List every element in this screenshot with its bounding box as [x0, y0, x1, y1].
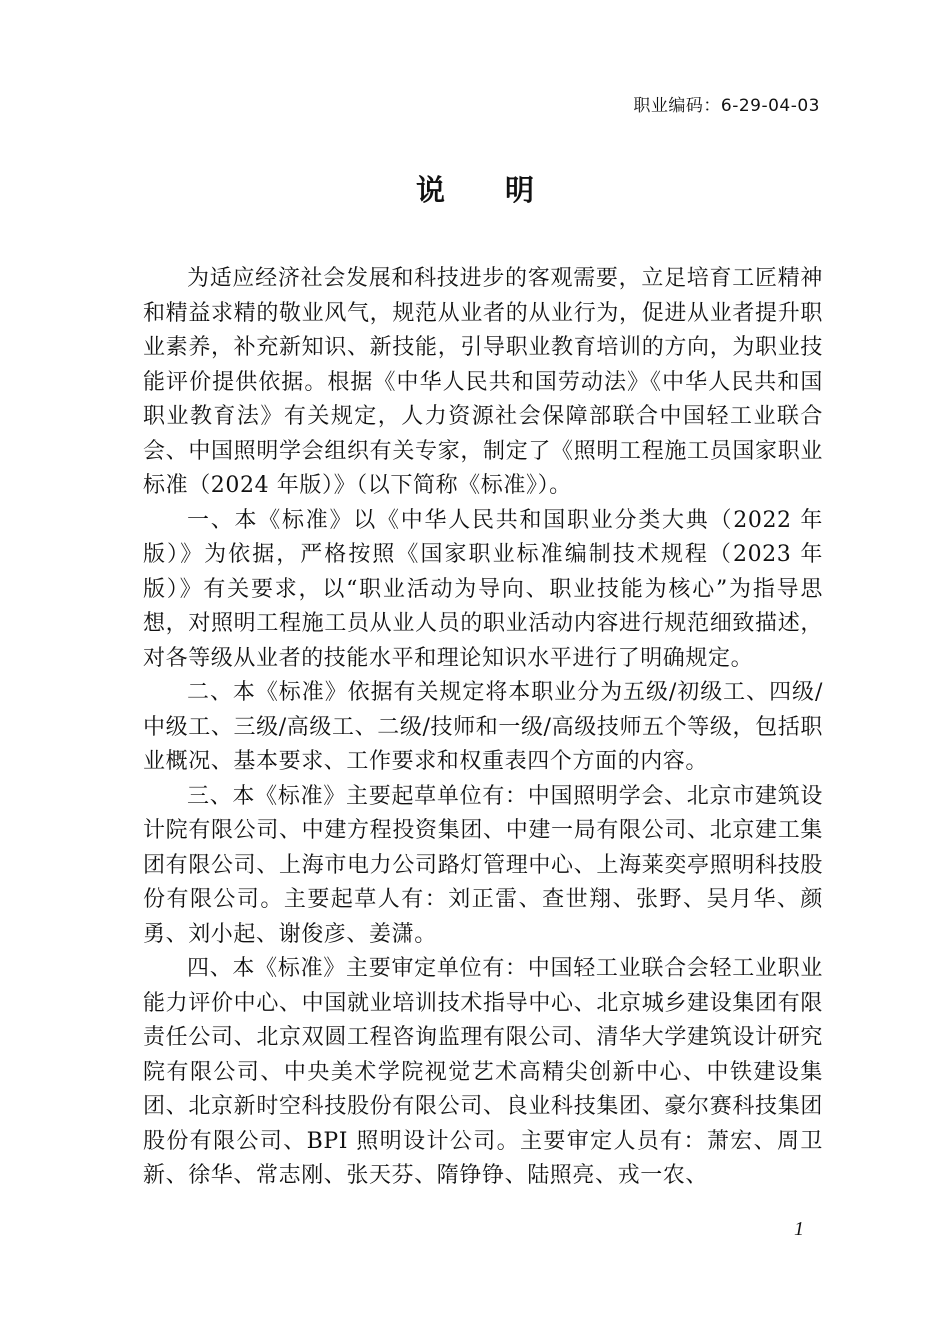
paragraph-section-2: 二、本《标准》依据有关规定将本职业分为五级/初级工、四级/中级工、三级/高级工、二级/技师和一级/高级技师五个等级，包括职业概况、基本要求、工作要求和权重表四个方面的内容。 [143, 680, 823, 774]
paragraph-section-4: 四、本《标准》主要审定单位有：中国轻工业联合会轻工业职业能力评价中心、中国就业培训技术指导中心、北京城乡建设集团有限责任公司、北京双圆工程咨询监理有限公司、清华大学建筑设计研究院有限公司、中央美术学院视觉艺术高精尖创新中心、中铁建设集团、北京新时空科技股份有限公司、良业科技集团、豪尔赛科技集团股份有限公司、BPI 照明设计公司。主要审定人员有：萧宏、周卫新、徐华、常志刚、张天芬、隋铮铮、陆照亮、戎一农、 [143, 956, 823, 1188]
page-number: 1 [794, 1218, 804, 1240]
paragraph-section-3: 三、本《标准》主要起草单位有：中国照明学会、北京市建筑设计院有限公司、中建方程投资集团、中建一局有限公司、北京建工集团有限公司、上海市电力公司路灯管理中心、上海莱奕亭照明科技股份有限公司。主要起草人有：刘正雷、查世翔、张野、吴月华、颜勇、刘小起、谢俊彦、姜潇。 [143, 783, 823, 947]
occupation-code: 职业编码：6-29-04-03 [633, 96, 820, 116]
document-body [143, 262, 823, 1194]
page-title: 说明 [415, 173, 594, 207]
paragraph-intro: 为适应经济社会发展和科技进步的客观需要，立足培育工匠精神和精益求精的敬业风气，规范从业者的从业行为，促进从业者提升职业素养，补充新知识、新技能，引导职业教育培训的方向，为职业技能评价提供依据。根据《中华人民共和国劳动法》《中华人民共和国职业教育法》有关规定，人力资源社会保障部联合中国轻工业联合会、中国照明学会组织有关专家，制定了《照明工程施工员国家职业标准（2024 年版）》（以下简称《标准》）。 [143, 266, 823, 498]
paragraph-section-1: 一、本《标准》以《中华人民共和国职业分类大典（2022 年版）》为依据，严格按照《国家职业标准编制技术规程（2023 年版）》有关要求，以“职业活动为导向、职业技能为核心”为指导思想，对照明工程施工员从业人员的职业活动内容进行规范细致描述，对各等级从业者的技能水平和理论知识水平进行了明确规定。 [143, 507, 823, 671]
